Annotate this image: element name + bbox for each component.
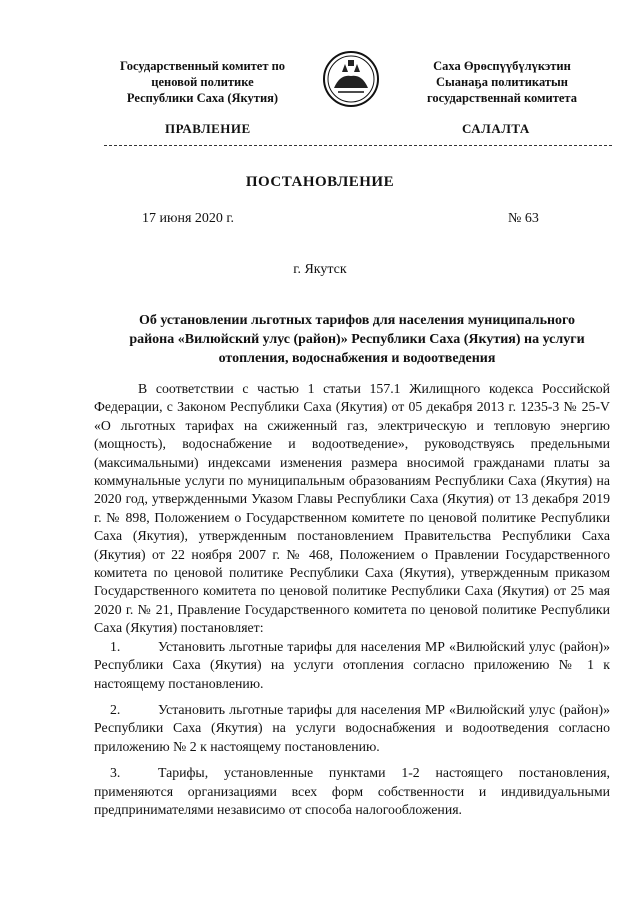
header-right-line: Саха Өрөспүүбүлүкэтин [433,59,571,73]
coat-of-arms-icon [322,50,380,108]
resolution-item [94,638,610,693]
resolution-item [94,764,610,819]
header-divider [104,145,612,146]
document-date: 17 июня 2020 г. [142,211,235,226]
item-number: 3. [110,765,121,781]
resolution-item [94,701,610,756]
item-number: 2. [110,701,121,717]
header-left-line: Государственный комитет по [119,59,286,73]
item-text: Установить льготные тарифы для населения МР «Вилюйский улус (район)» Республики Саха (Якутия) на услуги водоснабжения и водоотведения согласно приложению № 2 к настоящему постановлению. [94,701,610,754]
header-right-organization [392,58,612,106]
document-subject [108,311,606,368]
subject-line: района «Вилюйский улус (район)» Республики Саха (Якутия) на услуги [129,332,585,347]
item-number: 1. [110,638,121,654]
department-label-ru: ПРАВЛЕНИЕ [165,121,251,136]
document-body [94,380,610,819]
document-number: № 63 [508,211,539,226]
department-label-sakha: САЛАЛТА [462,121,530,136]
preamble-paragraph: В соответствии с частью 1 статьи 157.1 Жилищного кодекса Российской Федерации, с Законом Республики Саха (Якутия) от 05 декабря 2013 г. 1235-3 № 25-V «О льготных тарифах на сжиженный газ, электрическую и тепловую энергию (мощность), водоснабжение и водоотведение», руководствуясь предельными (максимальными) индексами изменения размера вносимой гражданами платы за коммунальные услуги по муниципальным образованиям Республики Саха (Якутия) на 2020 год, утвержденными Указом Главы Республики Саха (Якутия) от 13 декабря 2019 г. № 898, Положением о Государственном комитете по ценовой политике Республики Саха (Якутия), утвержденным постановлением Правительства Республики Саха (Якутия) от 22 ноября 2007 г. № 468, Положением о Правлении Государственного комитета по ценовой политике Республики Саха (Якутия), утвержденным приказом Государственного комитета по ценовой политике Республики Саха (Якутия) от 25 мая 2020 г. № 21, Правление Государственного комитета по ценовой политике Республики Саха (Якутия) постановляет: [94,381,610,636]
header-right-line: Сыанаҕа политикатын [436,75,568,89]
subject-line: отопления, водоснабжения и водоотведения [218,351,496,366]
header-left-organization [100,58,305,106]
subject-line: Об установлении льготных тарифов для населения муниципального [138,313,576,328]
document-city: г. Якутск [293,262,347,277]
item-text: Установить льготные тарифы для населения МР «Вилюйский улус (район)» Республики Саха (Якутия) на услуги отопления согласно приложению № 1 к настоящему постановлению. [94,638,610,691]
item-text: Тарифы, установленные пунктами 1-2 настоящего постановления, применяются организациями всех форм собственности и индивидуальными предпринимателями независимо от способа налогообложения. [94,765,610,817]
header-left-line: Республики Саха (Якутия) [126,91,279,105]
header-right-line: государственнай комитета [427,91,577,105]
document-title: ПОСТАНОВЛЕНИЕ [245,174,395,190]
header-left-line: ценовой политике [151,75,254,89]
